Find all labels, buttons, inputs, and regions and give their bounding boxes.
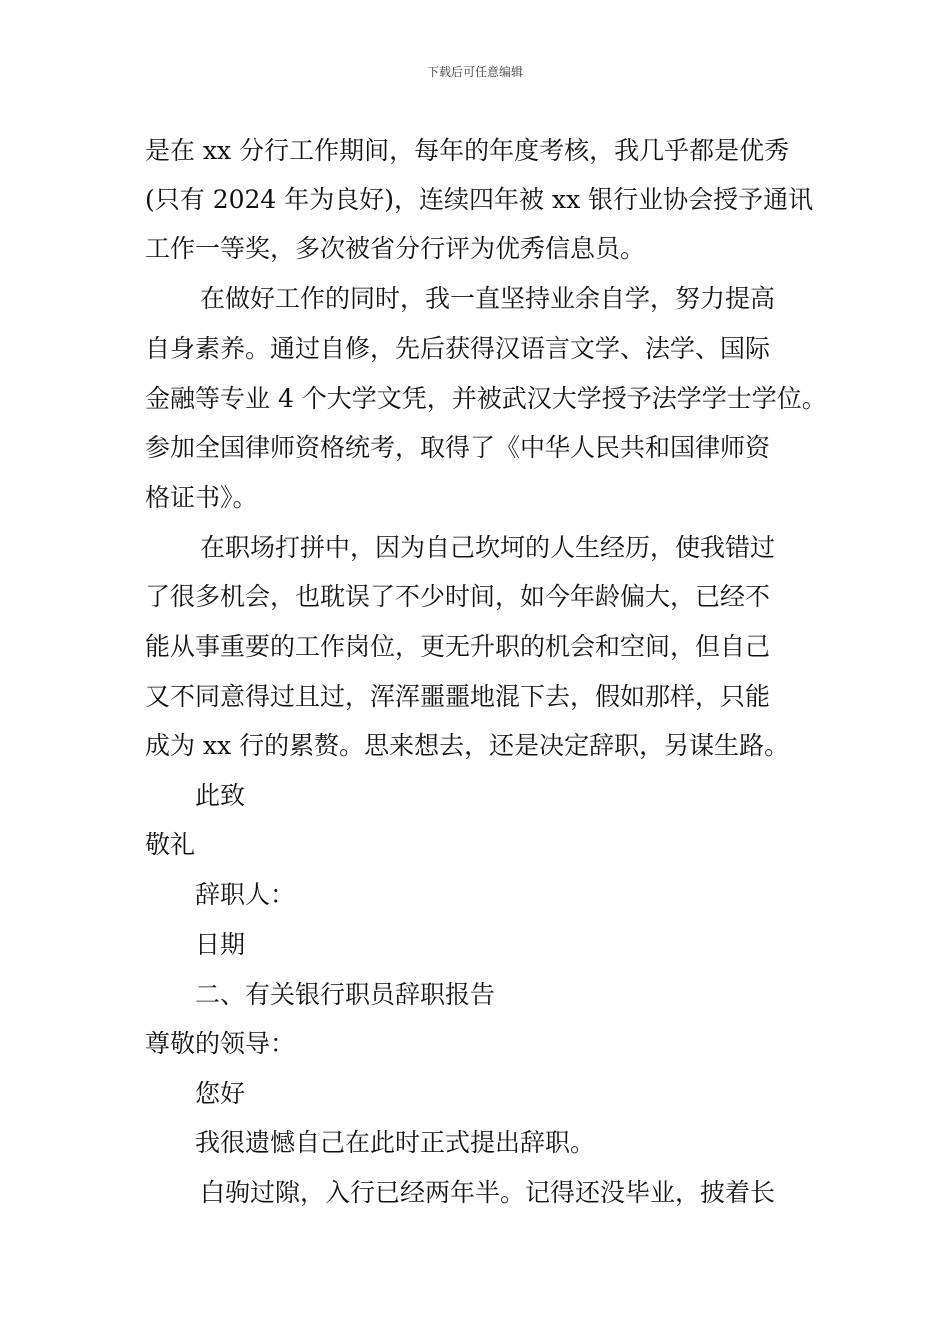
paragraph-start-line: 白驹过隙，入行已经两年半。记得还没毕业，披着长 bbox=[200, 1178, 776, 1207]
signature-label: 辞职人： bbox=[195, 880, 296, 909]
text-line: 能从事重要的工作岗位，更无升职的机会和空间，但自己 bbox=[145, 632, 771, 661]
section-heading: 二、有关银行职员辞职报告 bbox=[195, 980, 496, 1009]
greeting-line: 您好 bbox=[195, 1079, 246, 1108]
page-header-caption: 下载后可任意编辑 bbox=[426, 65, 523, 79]
closing-phrase: 此致 bbox=[195, 781, 246, 810]
text-line: 金融等专业 4 个大学文凭，并被武汉大学授予法学学士学位。 bbox=[145, 384, 827, 413]
text-line: 又不同意得过且过，浑浑噩噩地混下去，假如那样，只能 bbox=[145, 682, 771, 711]
letter-salutation: 尊敬的领导： bbox=[145, 1029, 296, 1058]
text-line: 了很多机会，也耽误了不少时间，如今年龄偏大，已经不 bbox=[145, 582, 771, 611]
salutation-closing: 敬礼 bbox=[145, 830, 196, 859]
text-line: 参加全国律师资格统考，取得了《中华人民共和国律师资 bbox=[145, 433, 771, 462]
text-line: 我很遗憾自己在此时正式提出辞职。 bbox=[195, 1128, 596, 1157]
text-line: 工作一等奖，多次被省分行评为优秀信息员。 bbox=[145, 234, 646, 263]
paragraph-start-line: 在职场打拼中，因为自己坎坷的人生经历，使我错过 bbox=[200, 533, 776, 562]
date-label: 日期 bbox=[195, 930, 246, 959]
text-line: 格证书》。 bbox=[145, 483, 258, 512]
paragraph-start-line: 在做好工作的同时，我一直坚持业余自学，努力提高 bbox=[200, 284, 776, 313]
text-line: (只有 2024 年为良好)，连续四年被 xx 银行业协会授予通讯 bbox=[145, 185, 814, 214]
text-line: 自身素养。通过自修，先后获得汉语言文学、法学、国际 bbox=[145, 334, 771, 363]
text-line: 是在 xx 分行工作期间，每年的年度考核，我几乎都是优秀 bbox=[145, 136, 790, 165]
text-line: 成为 xx 行的累赘。思来想去，还是决定辞职，另谋生路。 bbox=[145, 731, 790, 760]
